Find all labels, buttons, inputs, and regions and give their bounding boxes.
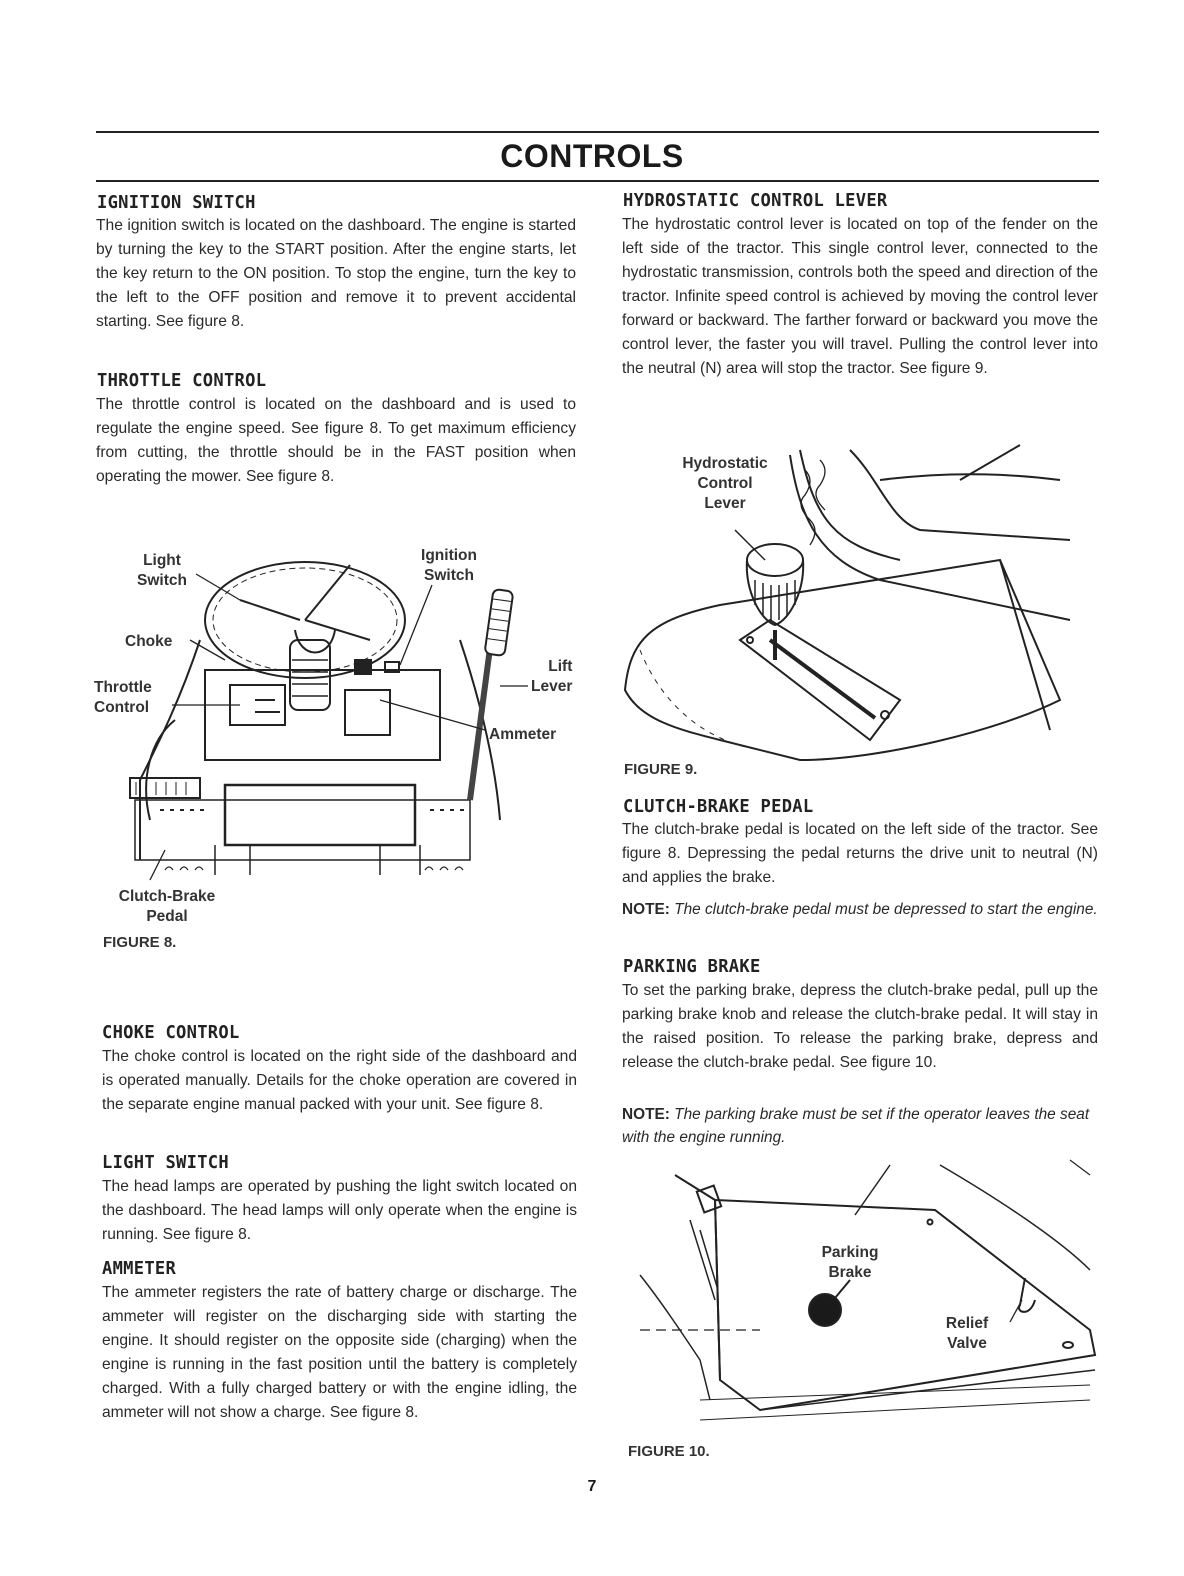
clutch-note-label: NOTE: xyxy=(622,901,670,918)
fig10-label-parking-brake: Parking Brake xyxy=(821,1244,879,1281)
fig9-label-hydrostatic-control-lever: Hydrostatic Control Lever xyxy=(682,455,768,512)
choke-control-text: The choke control is located on the right side of the dashboard and is operated manually. Details for the choke operation are covered in the separate engine manual packed with your unit. See figure 8. xyxy=(102,1048,577,1113)
parking-brake-text: To set the parking brake, depress the clutch-brake pedal, pull up the parking brake knob and release the clutch-brake pedal. It will stay in the raised position. To release the parking brake, depress and release the clutch-brake pedal. See figure 10. xyxy=(622,982,1098,1071)
hydrostatic-lever-heading: HYDROSTATIC CONTROL LEVER xyxy=(623,190,888,211)
clutch-brake-text: The clutch-brake pedal is located on the left side of the tractor. See figure 8. Depressing the pedal returns the drive unit to neutral (N) and applies the brake. xyxy=(622,821,1098,886)
clutch-brake-heading: CLUTCH-BRAKE PEDAL xyxy=(623,796,814,817)
figure-9-caption: FIGURE 9. xyxy=(624,761,698,778)
ignition-switch-text: The ignition switch is located on the dashboard. The engine is started by turning the key to the START position. After the engine starts, let the key return to the ON position. To stop the engine, turn the key to the left to the OFF position and remove it to prevent accidental starting. See figure 8. xyxy=(96,217,576,330)
parking-note-text: The parking brake must be set if the operator leaves the seat with the engine running. xyxy=(622,1106,1090,1146)
parking-brake-heading: PARKING BRAKE xyxy=(623,956,761,977)
figure-10-caption: FIGURE 10. xyxy=(628,1443,710,1460)
clutch-note-text: The clutch-brake pedal must be depressed to start the engine. xyxy=(674,901,1098,918)
fig8-label-light-switch: Light Switch xyxy=(137,552,187,589)
ammeter-heading: AMMETER xyxy=(102,1258,177,1279)
fig8-label-ignition-switch: Ignition Switch xyxy=(421,547,477,584)
fig8-label-lift-lever: Lift Lever xyxy=(531,658,573,695)
ammeter-text: The ammeter registers the rate of battery charge or discharge. The ammeter will register on the discharging side with starting the engine. It should register on the opposite side (charging) when the engine is running in the fast position until the battery is completely charged. With a fully charged battery or with the engine idling, the ammeter will not show a charge. See figure 8. xyxy=(102,1284,577,1421)
page-number: 7 xyxy=(587,1478,597,1495)
fig8-label-ammeter: Ammeter xyxy=(489,726,557,743)
figure-8-caption: FIGURE 8. xyxy=(103,934,177,951)
light-switch-text: The head lamps are operated by pushing the light switch located on the dashboard. The head lamps will only operate when the engine is running. See figure 8. xyxy=(102,1178,577,1243)
light-switch-heading: LIGHT SWITCH xyxy=(102,1152,229,1173)
fig8-label-clutch-brake-pedal: Clutch-Brake Pedal xyxy=(118,888,216,925)
hydrostatic-lever-text: The hydrostatic control lever is located on top of the fender on the left side of the tractor. This single control lever, connected to the hydrostatic transmission, controls both the speed and direction of the tractor. Infinite speed control is achieved by moving the control lever forward or backward. The farther forward or backward you move the control lever, the faster you will travel. Pulling the control lever into the neutral (N) area will stop the tractor. See figure 9. xyxy=(622,216,1098,377)
choke-control-heading: CHOKE CONTROL xyxy=(102,1022,240,1043)
fig8-label-choke: Choke xyxy=(125,633,173,650)
page-title: CONTROLS xyxy=(500,138,684,174)
fig10-label-relief-valve: Relief Valve xyxy=(945,1315,989,1352)
fig8-label-throttle-control: Throttle Control xyxy=(94,679,152,716)
ignition-switch-heading: IGNITION SWITCH xyxy=(97,192,256,213)
parking-note-label: NOTE: xyxy=(622,1106,670,1123)
throttle-control-heading: THROTTLE CONTROL xyxy=(97,370,267,391)
throttle-control-text: The throttle control is located on the dashboard and is used to regulate the engine speed. See figure 8. To get maximum efficiency from cutting, the throttle should be in the FAST position when operating the mower. See figure 8. xyxy=(96,396,576,485)
